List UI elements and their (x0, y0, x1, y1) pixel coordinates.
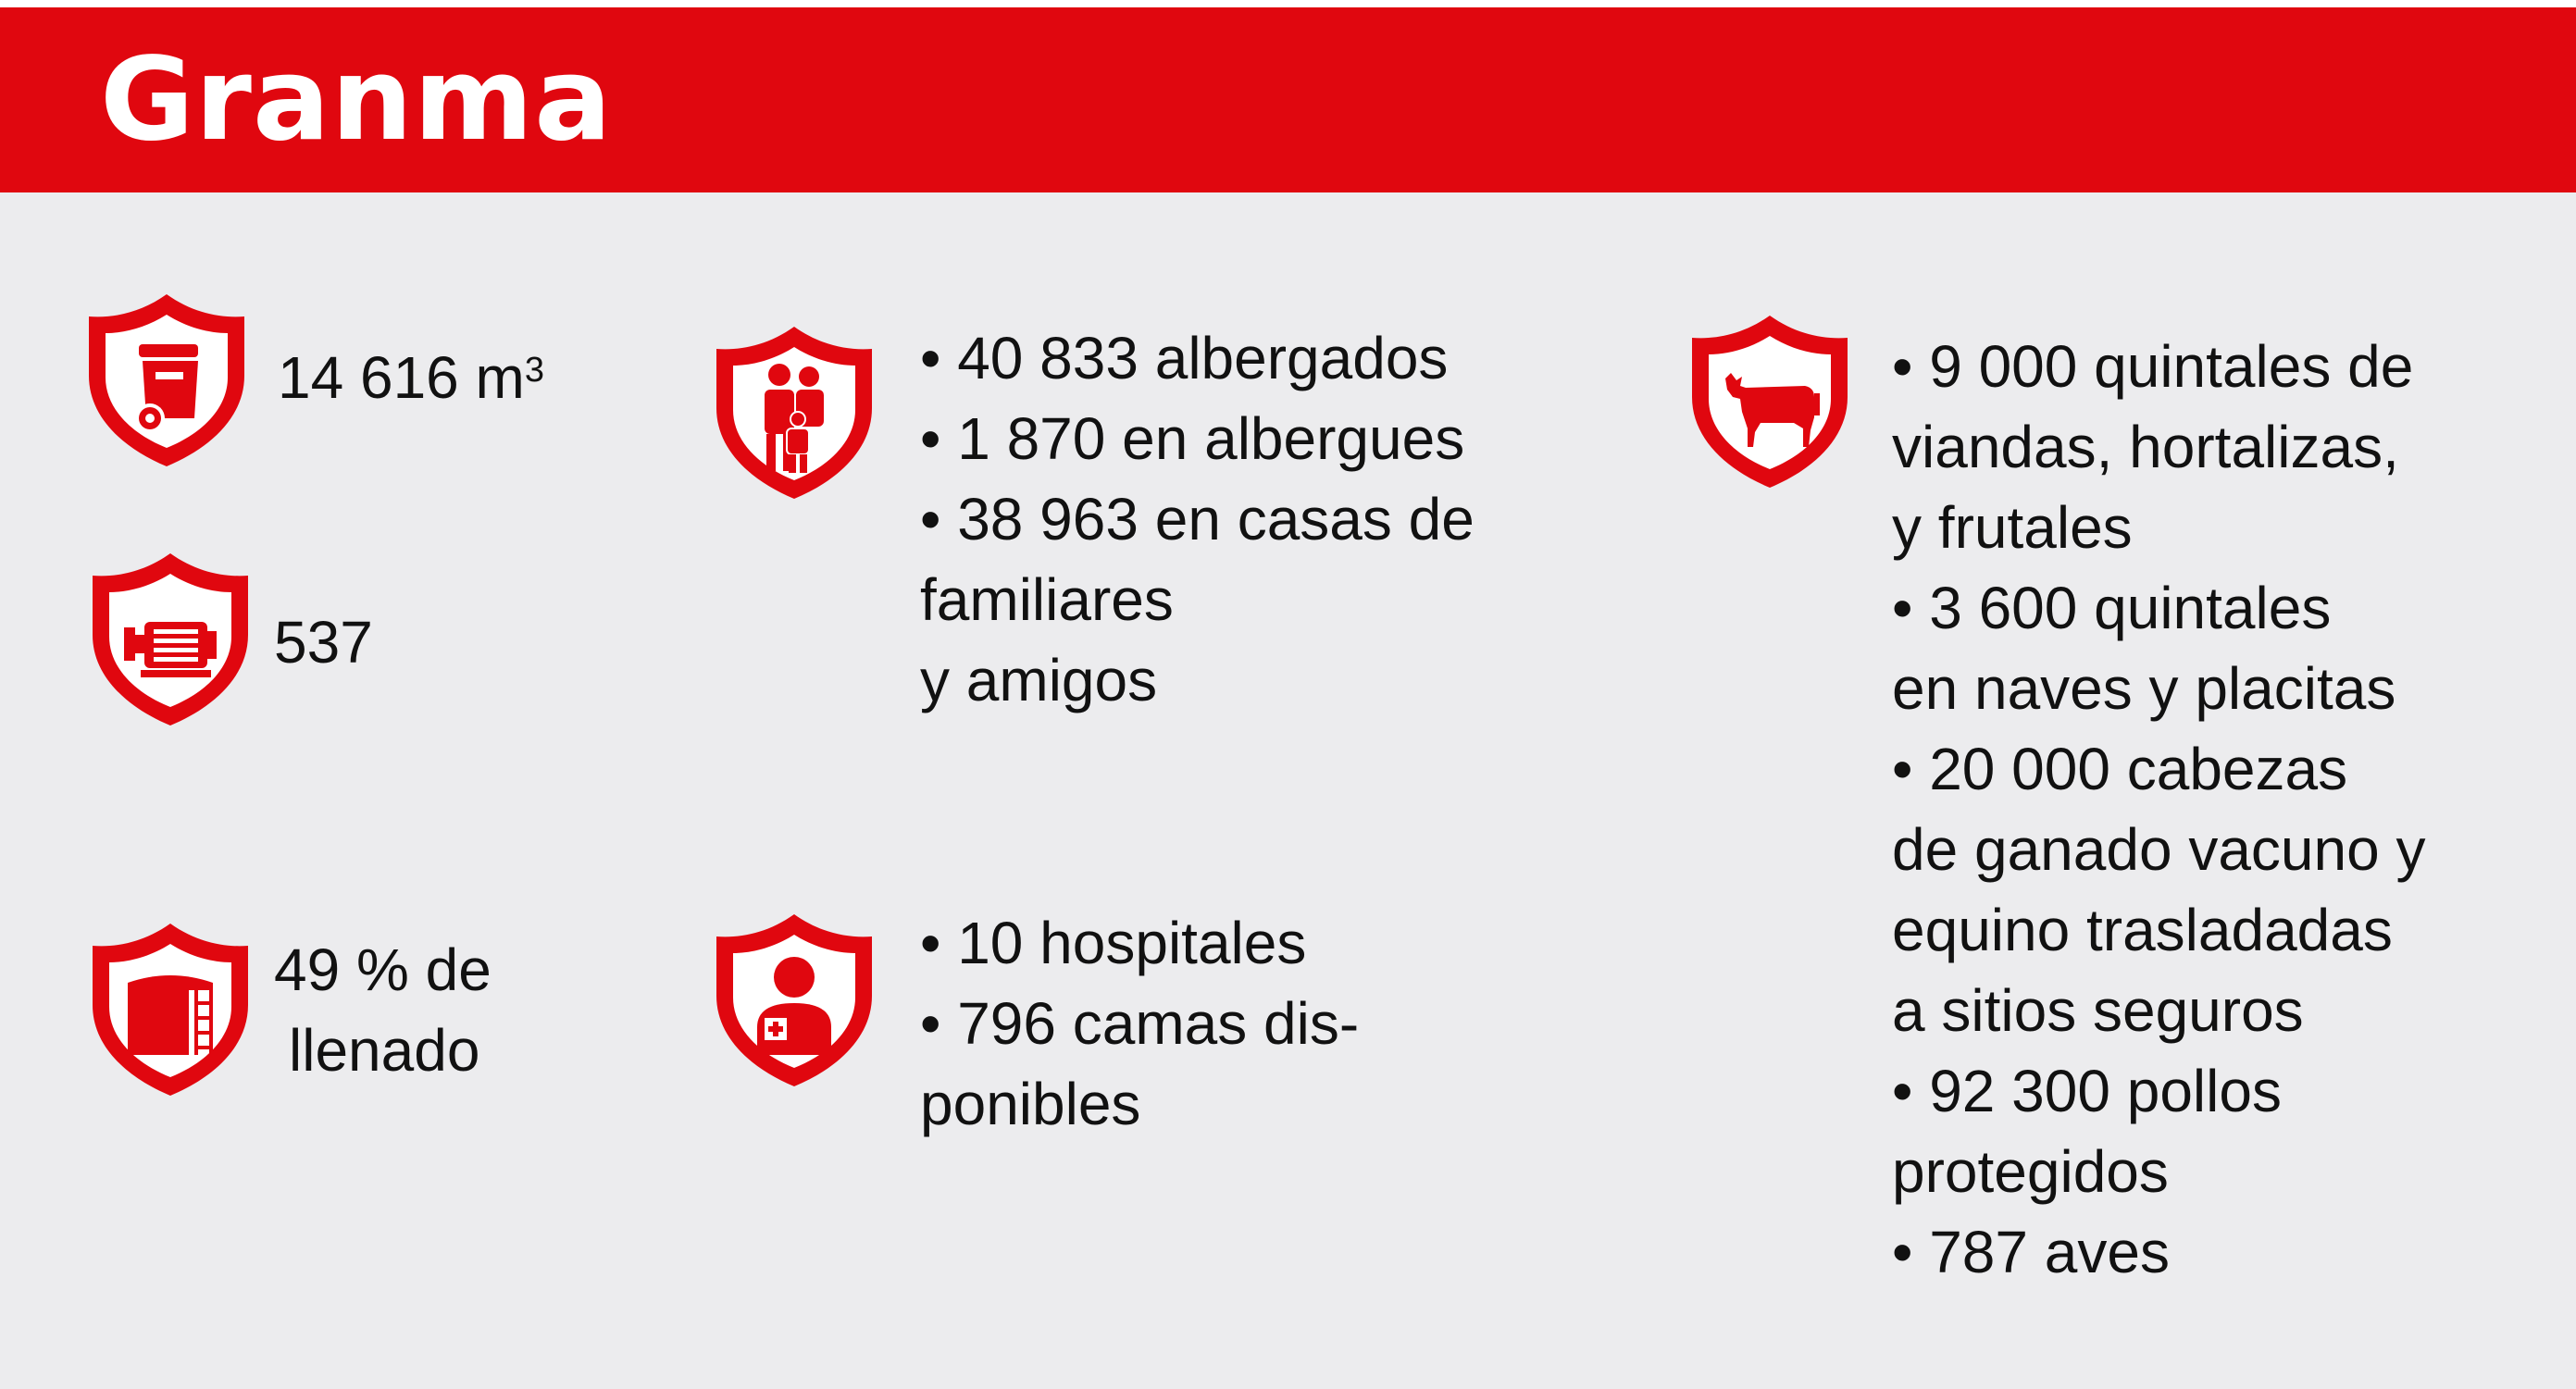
list-item: • 787 aves (1892, 1219, 2170, 1285)
doctor-icon (709, 907, 880, 1092)
agriculture-list (1892, 327, 2425, 1293)
reservoir-icon (85, 916, 256, 1101)
water-value-text: 14 616 m (278, 344, 525, 411)
page-title: Granma (100, 33, 613, 167)
water-value (278, 337, 544, 418)
family-icon (709, 319, 880, 504)
list-item: en naves y placitas (1892, 655, 2396, 722)
generator-icon (85, 546, 256, 731)
list-item: • 92 300 pollos (1892, 1058, 2282, 1124)
list-item: y amigos (920, 647, 1158, 713)
list-item: a sitios seguros (1892, 977, 2304, 1044)
list-item: • 796 camas dis- (920, 990, 1360, 1057)
cubic-superscript: 3 (524, 351, 544, 390)
list-item: protegidos (1892, 1138, 2169, 1205)
list-item: y frutales (1892, 494, 2133, 561)
cattle-icon (1685, 308, 1856, 493)
list-item: de ganado vacuno y (1892, 816, 2426, 883)
list-item: equino trasladadas (1892, 897, 2393, 963)
list-item: • 10 hospitales (920, 910, 1307, 976)
reservoir-line1: 49 % de (274, 936, 492, 1003)
list-item: viandas, hortalizas, (1892, 414, 2399, 480)
list-item: familiares (920, 566, 1174, 633)
generators-value: 537 (274, 609, 373, 676)
header-bar (0, 7, 2576, 192)
evacuation-list (920, 318, 1475, 721)
reservoir-line2: llenado (289, 1017, 480, 1084)
health-list (920, 903, 1359, 1145)
list-item: • 20 000 cabezas (1892, 736, 2348, 802)
list-item: • 38 963 en casas de (920, 486, 1475, 552)
list-item: ponibles (920, 1071, 1141, 1137)
list-item: • 3 600 quintales (1892, 575, 2332, 641)
list-item: • 9 000 quintales de (1892, 333, 2414, 400)
list-item: • 1 870 en albergues (920, 405, 1465, 472)
list-item: • 40 833 albergados (920, 325, 1449, 391)
water-tank-truck-icon (81, 287, 253, 472)
